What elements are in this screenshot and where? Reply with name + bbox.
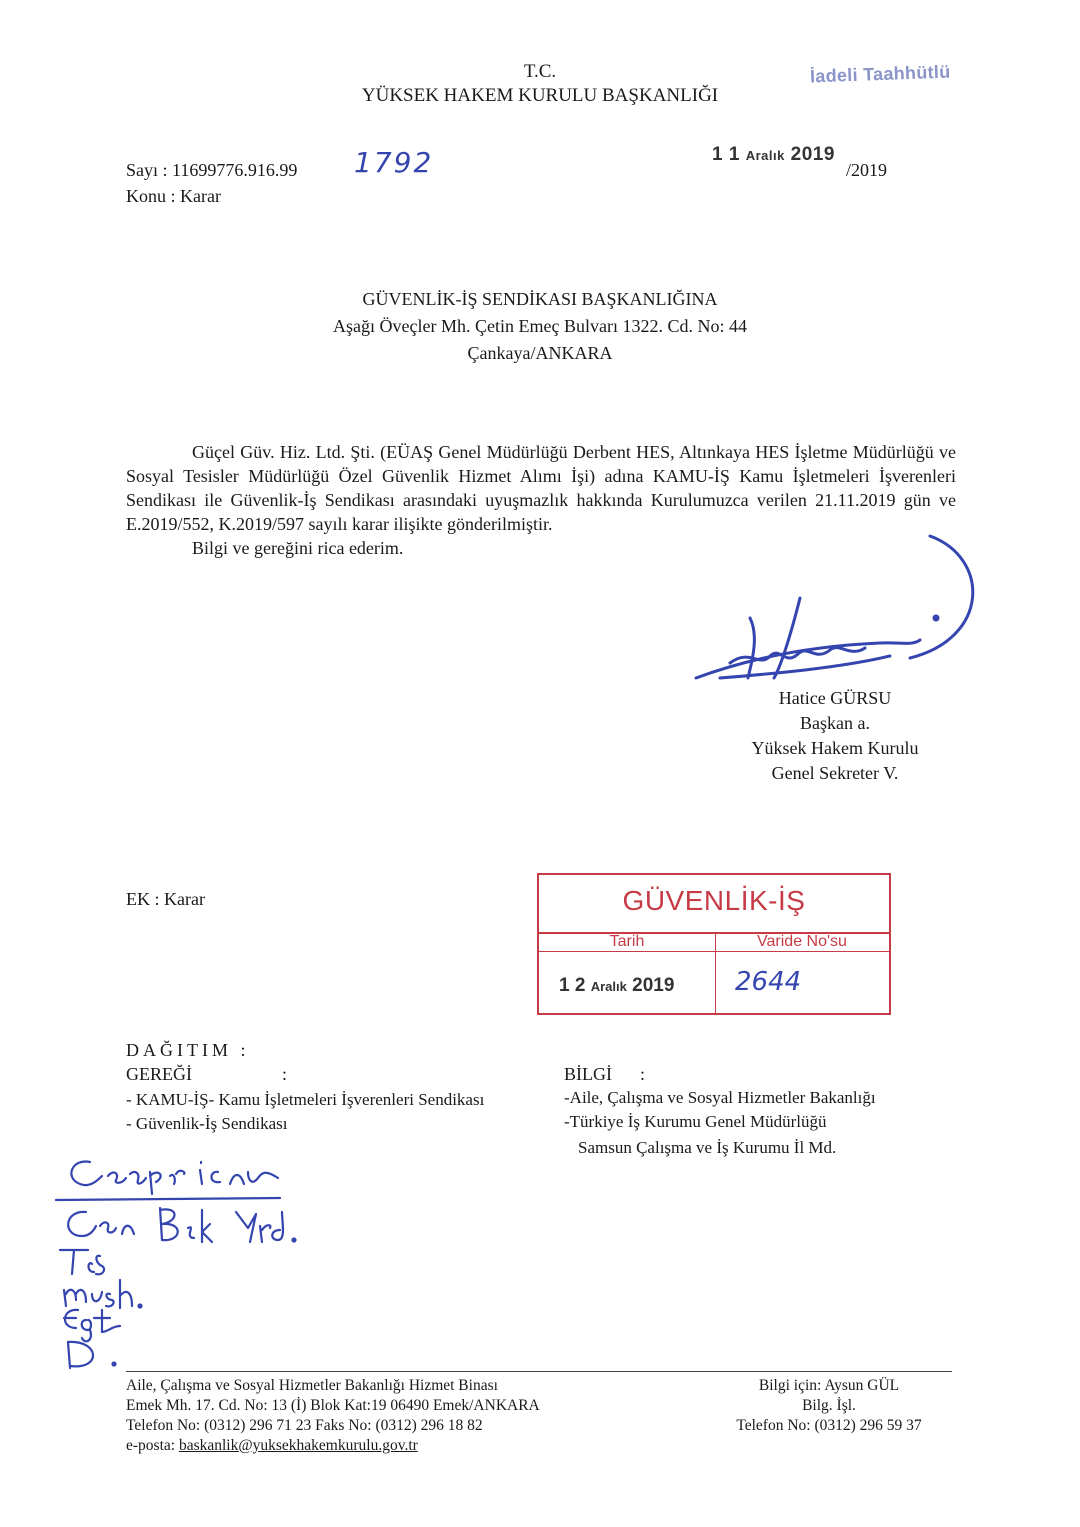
footer-building: Aile, Çalışma ve Sosyal Hizmetler Bakanlığı Hizmet Binası — [126, 1377, 498, 1394]
bilgi-colon: : — [640, 1064, 646, 1084]
bilgi-label: BİLGİ — [564, 1064, 612, 1084]
receipt-date-value — [559, 975, 674, 997]
signer-block — [700, 686, 970, 786]
list-item: -Aile, Çalışma ve Sosyal Hizmetler Bakanlığı — [564, 1088, 876, 1107]
receipt-date-label: Tarih — [609, 933, 645, 950]
date-stamp-day: 1 1 — [712, 144, 740, 165]
signer-title: Başkan a. — [800, 713, 870, 733]
footer-street: Emek Mh. 17. Cd. No: 13 (İ) Blok Kat:19 06490 Emek/ANKARA — [126, 1397, 540, 1414]
receipt-stamp — [537, 873, 891, 1015]
receipt-stamp-title: GÜVENLİK-İŞ — [622, 885, 806, 916]
receipt-number-value: 2644 — [735, 967, 802, 997]
footer-contact-role: Bilg. İşl. — [802, 1397, 856, 1414]
recipient-city: Çankaya/ANKARA — [467, 343, 613, 363]
letterhead-line1: T.C. — [523, 61, 557, 82]
receipt-number-label: Varide No'su — [757, 933, 847, 950]
signer-position: Genel Sekreter V. — [771, 763, 899, 783]
footer-phone: Telefon No: (0312) 296 71 23 Faks No: (0312) 296 18 82 — [126, 1417, 483, 1434]
list-item: -Türkiye İş Kurumu Genel Müdürlüğü — [564, 1112, 827, 1131]
handwritten-note-icon — [50, 1150, 310, 1370]
list-item: - Güvenlik-İş Sendikası — [126, 1114, 288, 1133]
recipient-block — [0, 286, 1080, 367]
signer-institution: Yüksek Hakem Kurulu — [751, 738, 919, 758]
date-stamp-month: Aralık — [745, 148, 785, 163]
list-item: - KAMU-İŞ- Kamu İşletmeleri İşverenleri Sendikası — [126, 1090, 485, 1109]
footer-address — [126, 1376, 540, 1456]
distribution-heading: DAĞITIM : — [126, 1040, 250, 1060]
signature-icon — [690, 528, 990, 698]
receipt-date-day: 1 2 — [559, 975, 586, 996]
body-closing: Bilgi ve gereğini rica ederim. — [192, 538, 404, 558]
geregi-colon: : — [282, 1064, 288, 1084]
footer-contact — [714, 1376, 944, 1436]
body-paragraph: Güçel Güv. Hiz. Ltd. Şti. (EÜAŞ Genel Müdürlüğü Derbent HES, Altınkaya HES İşletme Müdürlüğü ve Sosyal Tesisler Müdürlüğü Özel Güvenlik Hizmet Alımı İşi) adına KAMU-İŞ Kamu İşletmeleri İşverenleri Sendikası ile Güvenlik-İş Sendikası arasındaki uyuşmazlık hakkında Kurulumuzca verilen 21.11.2019 gün ve E.2019/552, K.2019/597 sayılı karar ilişikte gönderilmiştir. — [126, 442, 956, 534]
receipt-date-year: 2019 — [632, 975, 675, 996]
geregi-label: GEREĞİ — [126, 1064, 192, 1084]
footer-divider — [126, 1371, 952, 1372]
attachment-label: EK : Karar — [126, 889, 205, 909]
date-year: /2019 — [846, 160, 888, 180]
letterhead-line2: YÜKSEK HAKEM KURULU BAŞKANLIĞI — [361, 85, 719, 106]
reference-number: Sayı : 11699776.916.99 — [126, 160, 298, 180]
date-stamp-year: 2019 — [790, 144, 835, 165]
divider — [539, 951, 889, 952]
footer-contact-person: Bilgi için: Aysun GÜL — [758, 1377, 900, 1394]
signer-name: Hatice GÜRSU — [778, 688, 892, 708]
footer-email-link[interactable]: baskanlik@yuksekhakemkurulu.gov.tr — [178, 1437, 418, 1454]
registered-mail-stamp: İadeli Taahhütlü — [809, 61, 951, 87]
list-item: Samsun Çalışma ve İş Kurumu İl Md. — [578, 1138, 837, 1157]
date-stamp — [712, 144, 835, 166]
receipt-date-month: Aralık — [590, 979, 627, 994]
footer-email-label: e-posta: — [126, 1437, 176, 1454]
recipient-name: GÜVENLİK-İŞ SENDİKASI BAŞKANLIĞINA — [362, 289, 718, 309]
footer-email-row — [126, 1436, 540, 1456]
recipient-address: Aşağı Öveçler Mh. Çetin Emeç Bulvarı 1322. Cd. No: 44 — [333, 316, 747, 336]
subject: Konu : Karar — [126, 186, 221, 206]
handwritten-number: 1792 — [354, 146, 434, 179]
footer-contact-phone: Telefon No: (0312) 296 59 37 — [736, 1417, 922, 1434]
